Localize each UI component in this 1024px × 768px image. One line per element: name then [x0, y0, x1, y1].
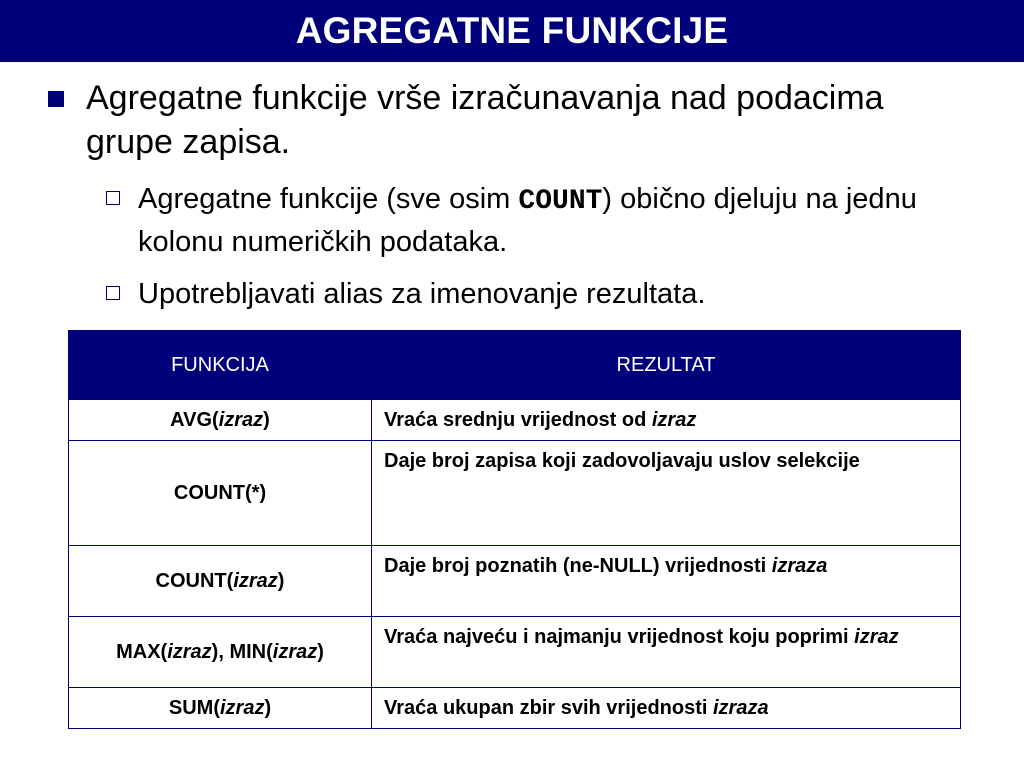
table-row [69, 688, 961, 729]
sub-bullet-1 [106, 179, 986, 262]
sub-bullet-1-text-b: ) obično djeluju na jednu kolonu numeričkih podataka. [138, 183, 917, 258]
table-header-row [69, 331, 961, 400]
function-cell: COUNT(*) [69, 441, 372, 546]
sub-bullet-1-text-a: Agregatne funkcije (sve osim [138, 183, 519, 215]
header-funkcija: FUNKCIJA [69, 331, 372, 400]
result-cell: Vraća najveću i najmanju vrijednost koju poprimi izraz [372, 617, 961, 688]
main-bullet-text: Agregatne funkcije vrše izračunavanja nad podacima grupe zapisa. [86, 79, 884, 161]
result-cell: Daje broj poznatih (ne-NULL) vrijednosti izraza [372, 546, 961, 617]
hollow-square-bullet-icon [106, 286, 120, 300]
main-bullet [48, 76, 948, 164]
table-row [69, 400, 961, 441]
result-cell: Vraća ukupan zbir svih vrijednosti izraza [372, 688, 961, 729]
functions-table [68, 330, 961, 729]
table-row [69, 546, 961, 617]
slide-title: AGREGATNE FUNKCIJE [295, 10, 729, 51]
table-row [69, 441, 961, 546]
header-rezultat: REZULTAT [372, 331, 961, 400]
sub-bullet-2-text: Upotrebljavati alias za imenovanje rezultata. [138, 278, 706, 310]
hollow-square-bullet-icon [106, 191, 120, 205]
function-cell: COUNT(izraz) [69, 546, 372, 617]
title-bar [0, 0, 1024, 62]
sub-bullet-1-code: COUNT [518, 186, 603, 217]
function-cell: SUM(izraz) [69, 688, 372, 729]
function-cell: MAX(izraz), MIN(izraz) [69, 617, 372, 688]
result-cell: Vraća srednju vrijednost od izraz [372, 400, 961, 441]
table-row [69, 617, 961, 688]
result-cell: Daje broj zapisa koji zadovoljavaju uslov selekcije [372, 441, 961, 546]
function-cell: AVG(izraz) [69, 400, 372, 441]
square-bullet-icon [48, 91, 64, 107]
sub-bullet-2 [106, 274, 986, 314]
